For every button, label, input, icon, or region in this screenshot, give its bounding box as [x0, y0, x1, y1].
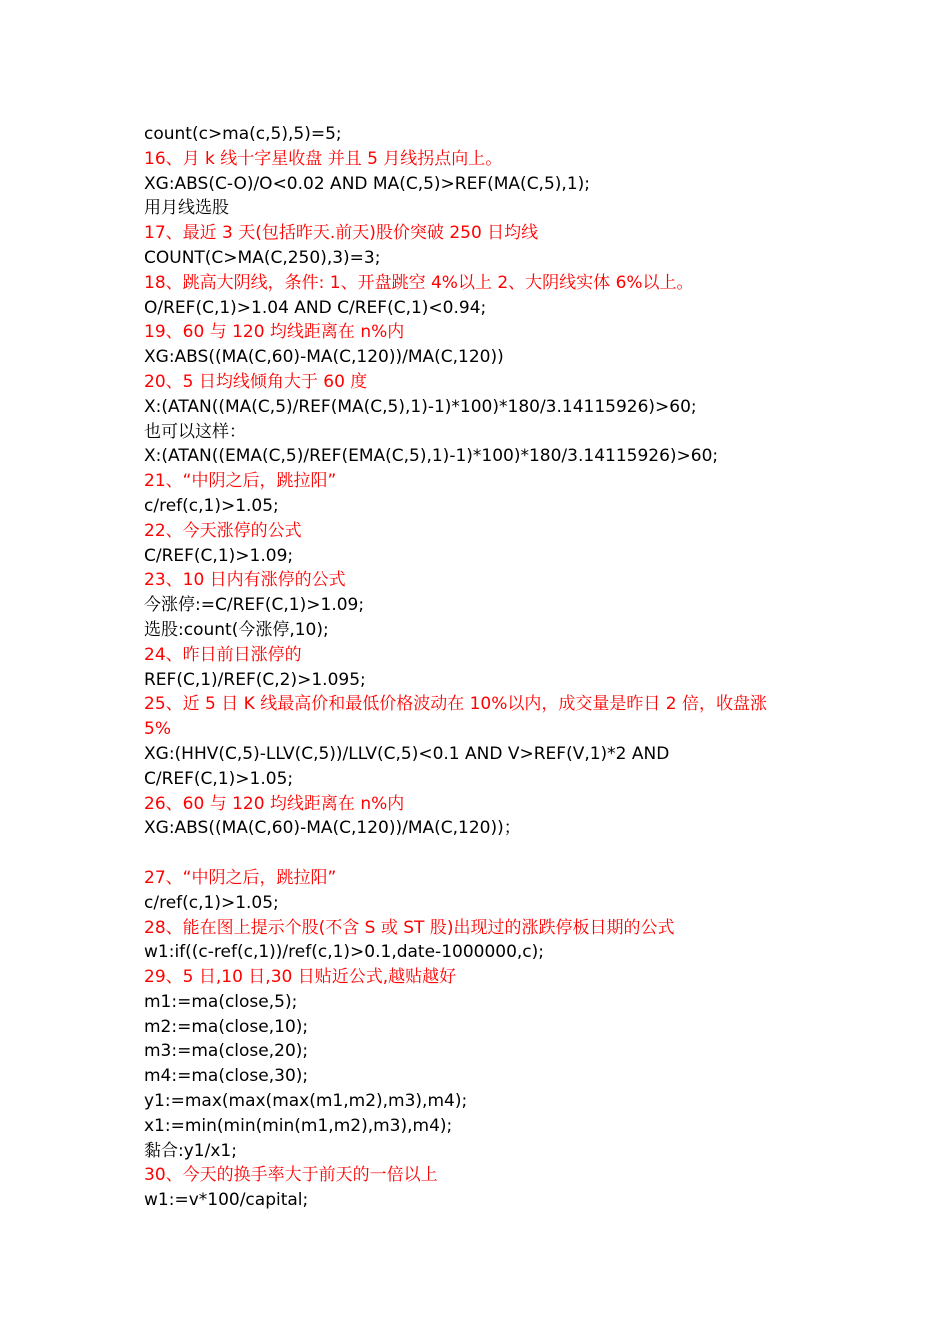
formula-line: m1:=ma(close,5); — [144, 991, 298, 1012]
section-heading: 19、60 与 120 均线距离在 n%内 — [144, 322, 405, 343]
section-heading: 18、跳高大阴线，条件: 1、开盘跳空 4%以上 2、大阴线实体 6%以上。 — [144, 272, 694, 293]
formula-line: c/ref(c,1)>1.05; — [144, 892, 279, 913]
formula-line: m2:=ma(close,10); — [144, 1016, 309, 1037]
section-heading: 23、10 日内有涨停的公式 — [144, 570, 346, 591]
formula-line: w1:=v*100/capital; — [144, 1190, 309, 1211]
formula-line: y1:=max(max(max(m1,m2),m3),m4); — [144, 1091, 468, 1112]
section-heading: 25、近 5 日 K 线最高价和最低价格波动在 10%以内，成交量是昨日 2 倍，收盘涨 — [144, 694, 768, 715]
formula-line: XG:ABS((MA(C,60)-MA(C,120))/MA(C,120))； — [144, 818, 521, 839]
document-body — [144, 122, 824, 1213]
formula-line: 今涨停:=C/REF(C,1)>1.09; — [144, 595, 365, 616]
formula-line: count(c>ma(c,5),5)=5; — [144, 124, 342, 144]
section-heading: 24、昨日前日涨停的 — [144, 644, 302, 665]
formula-line: 也可以这样： — [144, 421, 246, 442]
section-heading: 17、最近 3 天(包括昨天.前天)股价突破 250 日均线 — [144, 223, 539, 244]
section-heading: 22、今天涨停的公式 — [144, 520, 302, 541]
formula-line: C/REF(C,1)>1.09; — [144, 545, 294, 566]
formula-line: XG:ABS((MA(C,60)-MA(C,120))/MA(C,120)) — [144, 347, 504, 368]
formula-line: C/REF(C,1)>1.05; — [144, 768, 294, 789]
formula-line: XG:(HHV(C,5)-LLV(C,5))/LLV(C,5)<0.1 AND V>REF(V,1)*2 AND — [144, 743, 670, 764]
formula-line: c/ref(c,1)>1.05; — [144, 495, 279, 516]
section-heading: 29、5 日,10 日,30 日贴近公式,越贴越好 — [144, 967, 457, 988]
formula-line: XG:ABS(C-O)/O<0.02 AND MA(C,5)>REF(MA(C,5),1); — [144, 173, 590, 194]
formula-line: 选股:count(今涨停,10); — [144, 619, 329, 640]
section-heading: 21、“中阴之后，跳拉阳” — [144, 471, 337, 492]
formula-line: 用月线选股 — [144, 198, 229, 219]
formula-line: x1:=min(min(min(m1,m2),m3),m4); — [144, 1115, 453, 1136]
formula-line: m3:=ma(close,20); — [144, 1041, 309, 1062]
section-heading: 30、今天的换手率大于前天的一倍以上 — [144, 1165, 438, 1186]
formula-line: X:(ATAN((EMA(C,5)/REF(EMA(C,5),1)-1)*100)*180/3.14115926)>60; — [144, 446, 719, 467]
section-heading: 26、60 与 120 均线距离在 n%内 — [144, 793, 405, 814]
section-heading: 5% — [144, 719, 171, 740]
blank-line — [144, 841, 824, 866]
formula-line: X:(ATAN((MA(C,5)/REF(MA(C,5),1)-1)*100)*180/3.14115926)>60; — [144, 396, 697, 417]
formula-line: 黏合:y1/x1; — [144, 1140, 237, 1161]
formula-line: COUNT(C>MA(C,250),3)=3; — [144, 247, 381, 268]
section-heading: 28、能在图上提示个股(不含 S 或 ST 股)出现过的涨跌停板日期的公式 — [144, 917, 675, 938]
section-heading: 20、5 日均线倾角大于 60 度 — [144, 371, 368, 392]
section-heading: 16、月 k 线十字星收盘 并且 5 月线拐点向上。 — [144, 148, 503, 169]
formula-line: REF(C,1)/REF(C,2)>1.095; — [144, 669, 366, 690]
section-heading: 27、“中阴之后，跳拉阳” — [144, 867, 337, 888]
formula-line: w1:if((c-ref(c,1))/ref(c,1)>0.1,date-1000000,c); — [144, 942, 545, 963]
formula-line: m4:=ma(close,30); — [144, 1066, 309, 1087]
formula-line: O/REF(C,1)>1.04 AND C/REF(C,1)<0.94; — [144, 297, 487, 318]
